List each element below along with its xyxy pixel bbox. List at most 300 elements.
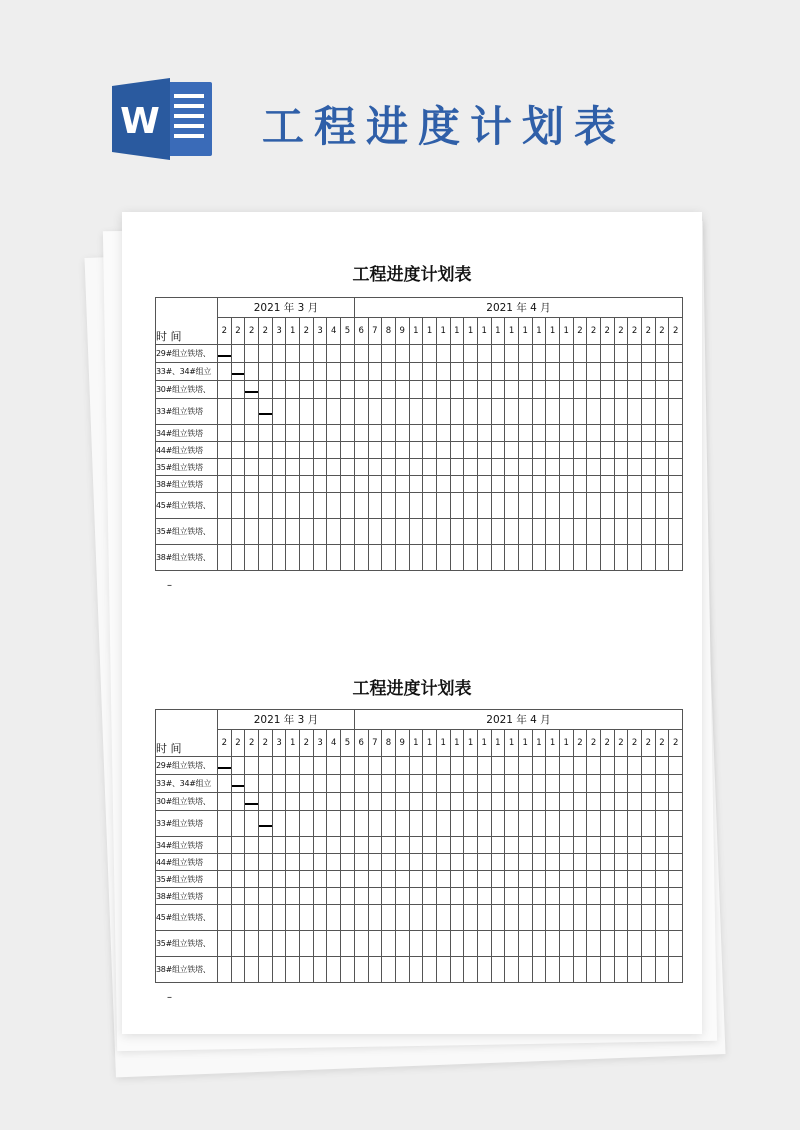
schedule-cell xyxy=(641,775,655,793)
schedule-cell xyxy=(532,381,546,399)
day-header-cell: 2 xyxy=(245,730,259,757)
day-header-cell: 1 xyxy=(546,730,560,757)
schedule-cell xyxy=(477,425,491,442)
schedule-cell xyxy=(286,905,300,931)
schedule-cell xyxy=(245,775,259,793)
schedule-cell xyxy=(341,399,355,425)
schedule-cell xyxy=(546,888,560,905)
schedule-cell xyxy=(669,399,683,425)
schedule-table xyxy=(155,709,683,983)
schedule-cell xyxy=(423,425,437,442)
schedule-cell xyxy=(614,854,628,871)
schedule-cell xyxy=(423,442,437,459)
schedule-cell xyxy=(477,854,491,871)
schedule-cell xyxy=(587,854,601,871)
schedule-cell xyxy=(436,381,450,399)
day-header-cell: 2 xyxy=(669,318,683,345)
schedule-cell xyxy=(436,399,450,425)
task-label: 38#组立铁塔 xyxy=(156,476,218,493)
schedule-cell xyxy=(600,442,614,459)
schedule-cell xyxy=(341,425,355,442)
schedule-cell xyxy=(368,775,382,793)
schedule-cell xyxy=(368,493,382,519)
schedule-cell xyxy=(300,425,314,442)
schedule-cell xyxy=(600,837,614,854)
schedule-cell xyxy=(259,811,273,837)
schedule-cell xyxy=(600,345,614,363)
progress-bar xyxy=(232,785,245,787)
progress-bar xyxy=(245,391,258,393)
schedule-cell xyxy=(614,931,628,957)
schedule-cell xyxy=(218,345,232,363)
schedule-cell xyxy=(628,837,642,854)
schedule-cell xyxy=(259,545,273,571)
schedule-cell xyxy=(505,425,519,442)
day-header-cell: 6 xyxy=(354,318,368,345)
schedule-cell xyxy=(272,757,286,775)
schedule-cell xyxy=(436,775,450,793)
schedule-cell xyxy=(505,837,519,854)
schedule-cell xyxy=(628,757,642,775)
schedule-cell xyxy=(423,793,437,811)
schedule-cell xyxy=(368,476,382,493)
schedule-cell xyxy=(245,345,259,363)
schedule-cell xyxy=(423,905,437,931)
schedule-cell xyxy=(259,793,273,811)
day-header-cell: 2 xyxy=(600,730,614,757)
schedule-cell xyxy=(655,888,669,905)
schedule-cell xyxy=(395,381,409,399)
schedule-cell xyxy=(341,493,355,519)
day-header-cell: 6 xyxy=(354,730,368,757)
schedule-cell xyxy=(477,545,491,571)
schedule-cell xyxy=(423,459,437,476)
schedule-cell xyxy=(505,757,519,775)
schedule-cell xyxy=(505,545,519,571)
schedule-cell xyxy=(300,775,314,793)
schedule-cell xyxy=(231,957,245,983)
schedule-cell xyxy=(559,757,573,775)
schedule-cell xyxy=(245,363,259,381)
task-label: 45#组立铁塔、 xyxy=(156,905,218,931)
day-header-cell: 2 xyxy=(669,730,683,757)
schedule-cell xyxy=(218,905,232,931)
day-header-cell: 2 xyxy=(259,730,273,757)
schedule-cell xyxy=(505,854,519,871)
schedule-cell xyxy=(464,931,478,957)
schedule-cell xyxy=(546,793,560,811)
day-header-cell: 1 xyxy=(286,730,300,757)
schedule-cell xyxy=(218,425,232,442)
schedule-cell xyxy=(546,459,560,476)
schedule-cell xyxy=(436,905,450,931)
month-header-cell: 2021 年 3 月 xyxy=(218,298,355,318)
day-header-cell: 1 xyxy=(464,730,478,757)
schedule-cell xyxy=(477,345,491,363)
schedule-cell xyxy=(341,459,355,476)
day-header-cell: 3 xyxy=(313,318,327,345)
task-label: 33#、34#组立 xyxy=(156,775,218,793)
schedule-cell xyxy=(546,957,560,983)
schedule-cell xyxy=(477,399,491,425)
schedule-cell xyxy=(300,871,314,888)
schedule-cell xyxy=(259,493,273,519)
schedule-cell xyxy=(518,871,532,888)
schedule-cell xyxy=(218,363,232,381)
schedule-cell xyxy=(559,345,573,363)
schedule-cell xyxy=(491,345,505,363)
task-row xyxy=(156,811,683,837)
schedule-cell xyxy=(518,399,532,425)
schedule-cell xyxy=(669,811,683,837)
schedule-cell xyxy=(218,837,232,854)
schedule-cell xyxy=(600,425,614,442)
schedule-cell xyxy=(436,519,450,545)
schedule-cell xyxy=(532,519,546,545)
schedule-cell xyxy=(354,345,368,363)
schedule-cell xyxy=(628,905,642,931)
schedule-cell xyxy=(341,476,355,493)
schedule-cell xyxy=(341,345,355,363)
schedule-cell xyxy=(245,931,259,957)
schedule-cell xyxy=(368,854,382,871)
day-header-cell: 2 xyxy=(614,318,628,345)
schedule-cell xyxy=(286,775,300,793)
schedule-cell xyxy=(327,545,341,571)
schedule-cell xyxy=(368,957,382,983)
day-header-cell: 2 xyxy=(259,318,273,345)
schedule-cell xyxy=(259,519,273,545)
schedule-cell xyxy=(327,459,341,476)
schedule-cell xyxy=(477,757,491,775)
schedule-cell xyxy=(641,493,655,519)
schedule-cell xyxy=(286,931,300,957)
schedule-cell xyxy=(382,775,396,793)
schedule-cell xyxy=(436,854,450,871)
schedule-cell xyxy=(464,871,478,888)
schedule-cell xyxy=(313,854,327,871)
schedule-cell xyxy=(245,425,259,442)
day-header-cell: 2 xyxy=(300,318,314,345)
schedule-cell xyxy=(573,793,587,811)
task-label: 30#组立铁塔、 xyxy=(156,381,218,399)
schedule-cell xyxy=(245,493,259,519)
schedule-cell xyxy=(409,793,423,811)
schedule-cell xyxy=(546,425,560,442)
schedule-cell xyxy=(313,363,327,381)
schedule-cell xyxy=(614,493,628,519)
schedule-cell xyxy=(382,425,396,442)
schedule-cell xyxy=(505,345,519,363)
schedule-cell xyxy=(600,811,614,837)
schedule-cell xyxy=(354,931,368,957)
schedule-cell xyxy=(573,399,587,425)
task-row xyxy=(156,476,683,493)
schedule-cell xyxy=(313,381,327,399)
schedule-cell xyxy=(245,871,259,888)
schedule-cell xyxy=(573,931,587,957)
schedule-cell xyxy=(600,381,614,399)
day-header-cell: 4 xyxy=(327,730,341,757)
schedule-cell xyxy=(354,363,368,381)
schedule-cell xyxy=(518,931,532,957)
schedule-cell xyxy=(354,442,368,459)
task-label: 35#组立铁塔 xyxy=(156,871,218,888)
schedule-cell xyxy=(300,519,314,545)
schedule-cell xyxy=(559,363,573,381)
schedule-cell xyxy=(286,854,300,871)
progress-bar xyxy=(218,767,231,769)
schedule-cell xyxy=(532,545,546,571)
schedule-cell xyxy=(327,837,341,854)
schedule-cell xyxy=(464,363,478,381)
schedule-cell xyxy=(600,363,614,381)
schedule-cell xyxy=(423,345,437,363)
schedule-cell xyxy=(450,757,464,775)
task-row xyxy=(156,854,683,871)
schedule-cell xyxy=(245,519,259,545)
schedule-cell xyxy=(409,519,423,545)
schedule-cell xyxy=(327,399,341,425)
day-header-cell: 1 xyxy=(423,730,437,757)
task-label: 33#组立铁塔 xyxy=(156,399,218,425)
schedule-cell xyxy=(587,399,601,425)
day-header-cell: 1 xyxy=(532,730,546,757)
schedule-cell xyxy=(259,399,273,425)
schedule-cell xyxy=(231,931,245,957)
schedule-cell xyxy=(327,381,341,399)
schedule-cell xyxy=(231,442,245,459)
schedule-cell xyxy=(477,381,491,399)
task-row xyxy=(156,957,683,983)
day-header-cell: 1 xyxy=(518,318,532,345)
schedule-cell xyxy=(655,775,669,793)
schedule-cell xyxy=(218,931,232,957)
schedule-cell xyxy=(491,854,505,871)
schedule-cell xyxy=(341,519,355,545)
day-header-cell: 1 xyxy=(477,318,491,345)
schedule-cell xyxy=(505,363,519,381)
schedule-cell xyxy=(341,854,355,871)
schedule-cell xyxy=(464,459,478,476)
schedule-cell xyxy=(436,888,450,905)
schedule-cell xyxy=(218,381,232,399)
schedule-cell xyxy=(464,425,478,442)
schedule-cell xyxy=(300,957,314,983)
schedule-cell xyxy=(327,871,341,888)
day-header-cell: 3 xyxy=(272,318,286,345)
schedule-cell xyxy=(600,493,614,519)
schedule-cell xyxy=(368,363,382,381)
schedule-cell xyxy=(450,854,464,871)
schedule-cell xyxy=(409,957,423,983)
schedule-cell xyxy=(272,442,286,459)
schedule-cell xyxy=(655,957,669,983)
schedule-cell xyxy=(436,931,450,957)
schedule-cell xyxy=(313,888,327,905)
schedule-cell xyxy=(587,442,601,459)
schedule-cell xyxy=(573,757,587,775)
schedule-cell xyxy=(354,854,368,871)
schedule-cell xyxy=(395,545,409,571)
schedule-cell xyxy=(628,345,642,363)
schedule-cell xyxy=(409,811,423,837)
schedule-cell xyxy=(409,442,423,459)
schedule-cell xyxy=(286,399,300,425)
schedule-cell xyxy=(341,381,355,399)
schedule-cell xyxy=(327,775,341,793)
schedule-cell xyxy=(628,363,642,381)
schedule-cell xyxy=(587,957,601,983)
schedule-cell xyxy=(218,793,232,811)
schedule-cell xyxy=(600,793,614,811)
schedule-cell xyxy=(573,854,587,871)
banner-title: 工程进度计划表 xyxy=(262,102,627,151)
schedule-cell xyxy=(655,545,669,571)
task-label: 44#组立铁塔 xyxy=(156,442,218,459)
schedule-cell xyxy=(382,931,396,957)
schedule-cell xyxy=(505,871,519,888)
schedule-cell xyxy=(300,381,314,399)
schedule-cell xyxy=(245,957,259,983)
day-header-cell: 2 xyxy=(573,730,587,757)
schedule-cell xyxy=(286,837,300,854)
schedule-cell xyxy=(313,957,327,983)
schedule-cell xyxy=(395,905,409,931)
schedule-cell xyxy=(313,519,327,545)
schedule-cell xyxy=(259,837,273,854)
schedule-cell xyxy=(259,957,273,983)
schedule-cell xyxy=(628,459,642,476)
task-label: 34#组立铁塔 xyxy=(156,425,218,442)
schedule-cell xyxy=(641,459,655,476)
day-header-cell: 1 xyxy=(505,730,519,757)
schedule-cell xyxy=(559,399,573,425)
schedule-cell xyxy=(600,519,614,545)
schedule-cell xyxy=(409,854,423,871)
schedule-cell xyxy=(272,888,286,905)
schedule-cell xyxy=(409,871,423,888)
day-header-cell: 2 xyxy=(655,318,669,345)
schedule-cell xyxy=(300,811,314,837)
schedule-cell xyxy=(300,545,314,571)
schedule-cell xyxy=(559,775,573,793)
schedule-cell xyxy=(259,871,273,888)
schedule-cell xyxy=(559,837,573,854)
schedule-cell xyxy=(655,476,669,493)
schedule-cell xyxy=(245,381,259,399)
schedule-cell xyxy=(587,837,601,854)
schedule-cell xyxy=(477,459,491,476)
schedule-cell xyxy=(354,425,368,442)
schedule-cell xyxy=(628,931,642,957)
schedule-cell xyxy=(313,931,327,957)
day-header-cell: 3 xyxy=(272,730,286,757)
schedule-cell xyxy=(272,871,286,888)
day-header-cell: 8 xyxy=(382,318,396,345)
schedule-cell xyxy=(655,345,669,363)
schedule-cell xyxy=(491,793,505,811)
schedule-cell xyxy=(532,345,546,363)
schedule-cell xyxy=(327,931,341,957)
schedule-cell xyxy=(491,493,505,519)
schedule-cell xyxy=(532,854,546,871)
schedule-cell xyxy=(518,493,532,519)
schedule-cell xyxy=(409,493,423,519)
schedule-cell xyxy=(436,345,450,363)
schedule-cell xyxy=(327,854,341,871)
schedule-cell xyxy=(491,425,505,442)
schedule-cell xyxy=(341,871,355,888)
schedule-cell xyxy=(491,459,505,476)
schedule-cell xyxy=(409,381,423,399)
schedule-cell xyxy=(655,399,669,425)
word-app-icon xyxy=(112,78,214,160)
time-header-cell: 时 间 xyxy=(156,298,218,345)
schedule-cell xyxy=(436,493,450,519)
schedule-cell xyxy=(272,793,286,811)
day-header-cell: 2 xyxy=(300,730,314,757)
schedule-cell xyxy=(614,363,628,381)
schedule-cell xyxy=(450,905,464,931)
schedule-cell xyxy=(286,888,300,905)
schedule-cell xyxy=(231,775,245,793)
schedule-cell xyxy=(436,442,450,459)
schedule-cell xyxy=(382,793,396,811)
schedule-cell xyxy=(231,399,245,425)
schedule-cell xyxy=(368,519,382,545)
schedule-cell xyxy=(628,793,642,811)
schedule-cell xyxy=(423,837,437,854)
schedule-cell xyxy=(231,493,245,519)
schedule-cell xyxy=(477,363,491,381)
schedule-cell xyxy=(423,399,437,425)
schedule-cell xyxy=(614,345,628,363)
schedule-cell xyxy=(505,811,519,837)
schedule-cell xyxy=(559,545,573,571)
schedule-cell xyxy=(423,775,437,793)
schedule-cell xyxy=(395,871,409,888)
schedule-cell xyxy=(559,905,573,931)
schedule-cell xyxy=(614,811,628,837)
day-header-cell: 2 xyxy=(641,730,655,757)
schedule-cell xyxy=(518,381,532,399)
schedule-cell xyxy=(559,888,573,905)
schedule-cell xyxy=(600,545,614,571)
schedule-cell xyxy=(628,888,642,905)
schedule-cell xyxy=(518,519,532,545)
schedule-cell xyxy=(505,519,519,545)
schedule-cell xyxy=(395,793,409,811)
schedule-cell xyxy=(655,905,669,931)
schedule-cell xyxy=(587,793,601,811)
schedule-cell xyxy=(300,905,314,931)
schedule-cell xyxy=(532,837,546,854)
schedule-cell xyxy=(628,957,642,983)
schedule-cell xyxy=(341,775,355,793)
schedule-cell xyxy=(573,775,587,793)
schedule-cell xyxy=(518,837,532,854)
schedule-cell xyxy=(313,399,327,425)
schedule-cell xyxy=(409,888,423,905)
progress-bar xyxy=(259,413,272,415)
schedule-cell xyxy=(259,363,273,381)
task-row xyxy=(156,775,683,793)
schedule-cell xyxy=(546,811,560,837)
schedule-cell xyxy=(354,493,368,519)
day-header-cell: 1 xyxy=(491,318,505,345)
schedule-cell xyxy=(669,345,683,363)
